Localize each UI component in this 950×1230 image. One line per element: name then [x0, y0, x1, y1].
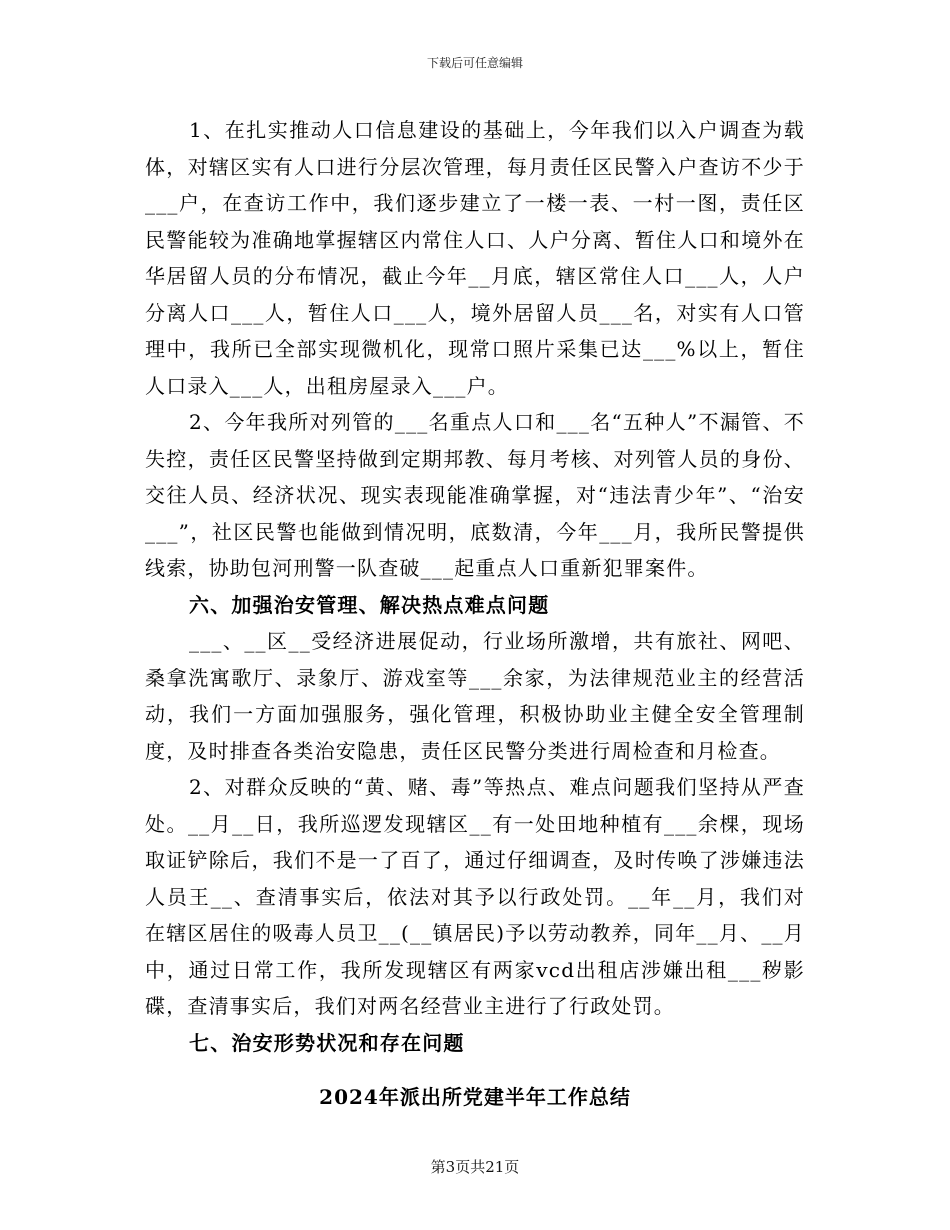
paragraph-key-population: 2、今年我所对列管的___名重点人口和___名“五种人”不漏管、不失控，责任区民警坚持做到定期邦教、每月考核、对列管人员的身份、交往人员、经济状况、现实表现能准确掌握，对“违法青少年”、“治安___”，社区民警也能做到情况明，底数清，今年___月，我所民警提供线索，协助包河刑警一队查破___起重点人口重新犯罪案件。 — [145, 410, 805, 580]
page-footer: 第3页共21页 — [430, 1158, 520, 1176]
document-title: 2024年派出所党建半年工作总结 — [319, 1085, 631, 1109]
page-header: 下载后可任意编辑 — [426, 56, 523, 70]
paragraph-population-info: 1、在扎实推动人口信息建设的基础上，今年我们以入户调查为载体，对辖区实有人口进行分层次管理，每月责任区民警入户查访不少于___户，在查访工作中，我们逐步建立了一楼一表、一村一图，责任区民警能较为准确地掌握辖区内常住人口、人户分离、暂住人口和境外在华居留人员的分布情况，截止今年__月底，辖区常住人口___人，人户分离人口___人，暂住人口___人，境外居留人员___名，对实有人口管理中，我所已全部实现微机化，现常口照片采集已达___%以上，暂住人口录入___人，出租房屋录入___户。 — [145, 118, 805, 398]
section-heading-seven: 七、治安形势状况和存在问题 — [189, 1030, 465, 1055]
paragraph-venue-management: ___、__区__受经济进展促动，行业场所激增，共有旅社、网吧、桑拿洗寓歌厅、录象厅、游戏室等___余家，为法律规范业主的经营活动，我们一方面加强服务，强化管理，积极协助业主健全安全管理制度，及时排查各类治安隐患，责任区民警分类进行周检查和月检查。 — [145, 629, 805, 763]
section-heading-six: 六、加强治安管理、解决热点难点问题 — [189, 592, 550, 617]
document-body — [145, 112, 805, 1116]
paragraph-hotspot-issues: 2、对群众反映的“黄、赌、毒”等热点、难点问题我们坚持从严查处。__月__日，我所巡逻发现辖区__有一处田地种植有___余棵，现场取证铲除后，我们不是一了百了，通过仔细调查，及时传唤了涉嫌违法人员王__、查清事实后，依法对其予以行政处罚。__年__月，我们对在辖区居住的吸毒人员卫__(__镇居民)予以劳动教养，同年__月、__月中，通过日常工作，我所发现辖区有两家vcd出租店涉嫌出租___秽影碟，查清事实后，我们对两名经营业主进行了行政处罚。 — [145, 775, 805, 1018]
